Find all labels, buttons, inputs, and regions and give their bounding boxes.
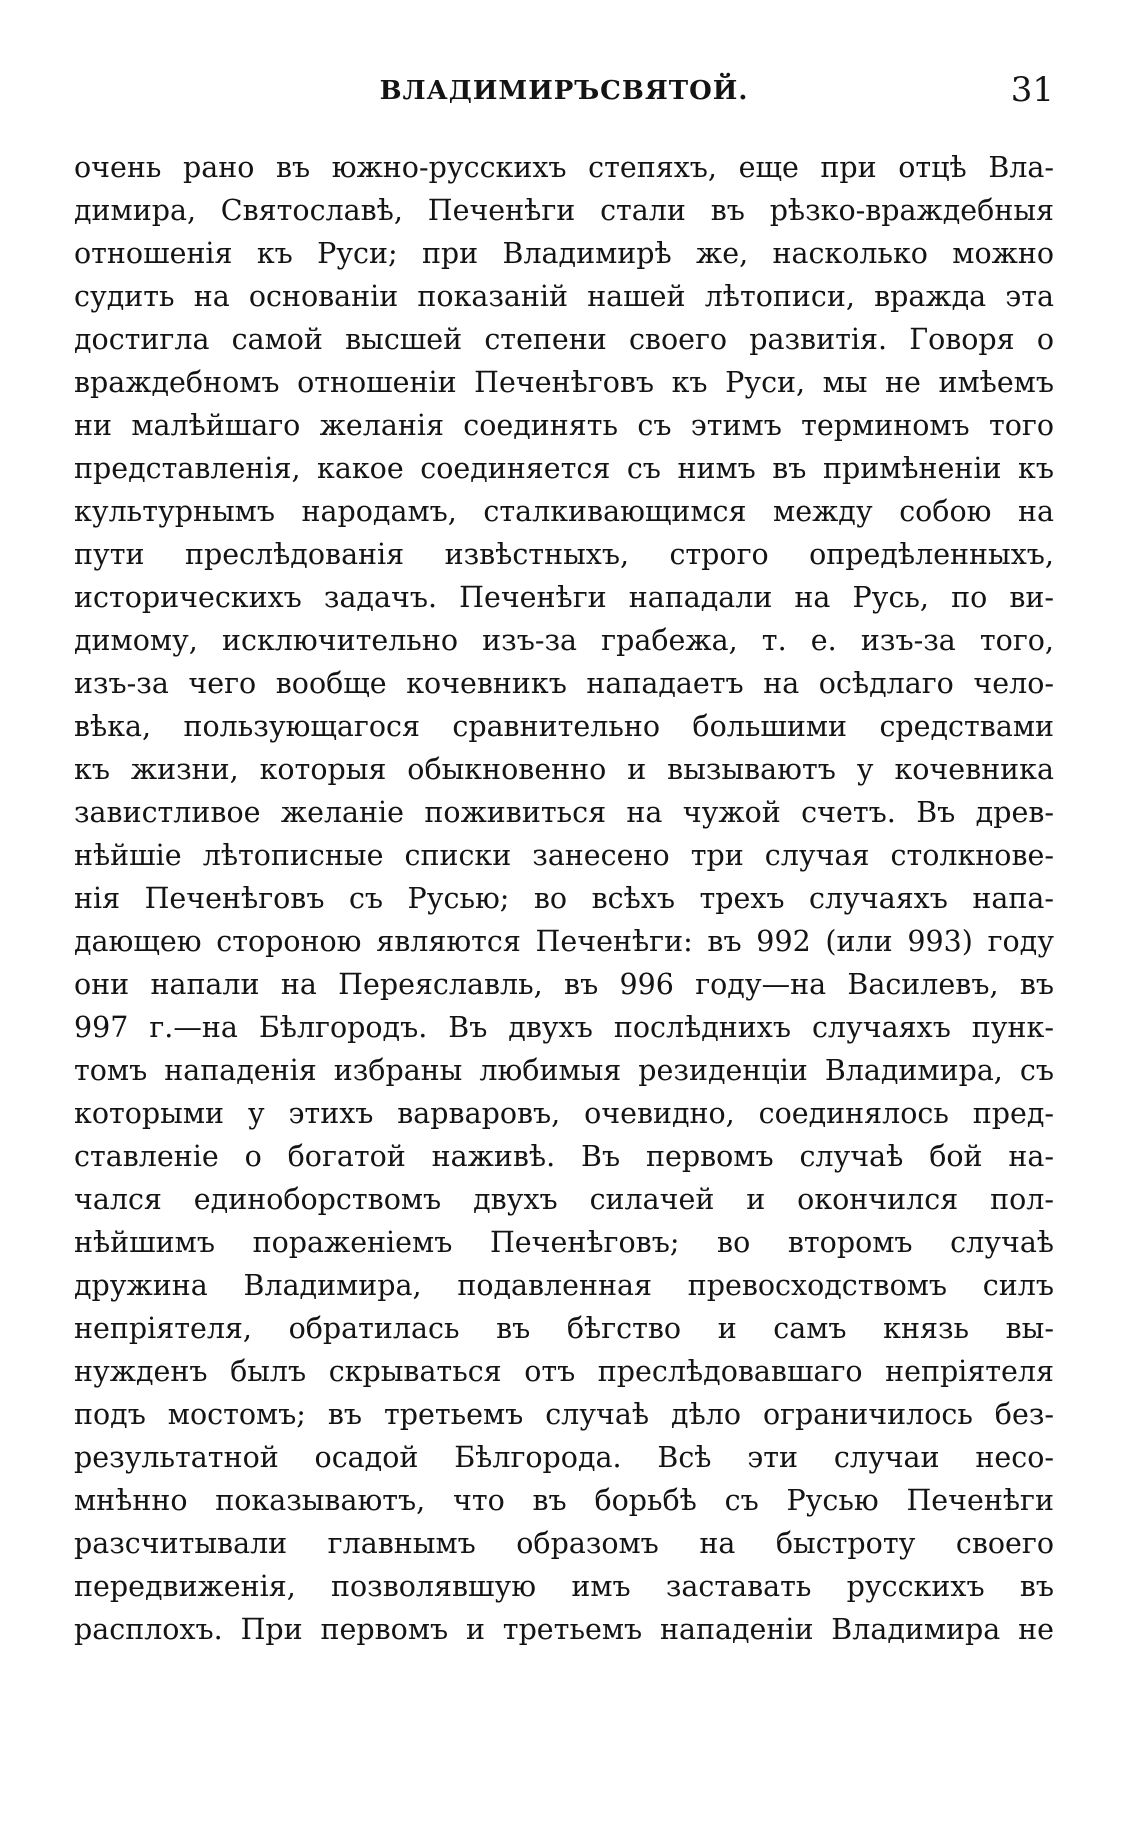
text-line: историческихъ задачъ. Печенѣги нападали на Русь, по ви- xyxy=(74,581,1054,614)
text-line: димира, Святославѣ, Печенѣги стали въ рѣзко-враждебныя xyxy=(74,194,1054,227)
text-line: чался единоборствомъ двухъ силачей и окончился пол- xyxy=(74,1183,1054,1216)
text-line: передвиженія, позволявшую имъ заставать русскихъ въ xyxy=(74,1570,1054,1603)
text-line: расплохъ. При первомъ и третьемъ нападеніи Владимира не xyxy=(74,1613,1054,1646)
text-line: очень рано въ южно-русскихъ степяхъ, еще при отцѣ Вла- xyxy=(74,151,1054,184)
text-line: ставленіе о богатой наживѣ. Въ первомъ случаѣ бой на- xyxy=(74,1140,1054,1173)
text-line: они напали на Переяславль, въ 996 году—на Василевъ, въ xyxy=(74,968,1054,1001)
text-line: димому, исключительно изъ-за грабежа, т. е. изъ-за того, xyxy=(74,624,1054,657)
text-line: которыми у этихъ варваровъ, очевидно, соединялось пред- xyxy=(74,1097,1054,1130)
text-line: дружина Владимира, подавленная превосходствомъ силъ xyxy=(74,1269,1054,1302)
body-text xyxy=(74,146,1054,1651)
text-line: завистливое желаніе поживиться на чужой счетъ. Въ древ- xyxy=(74,796,1054,829)
text-line: нѣйшимъ пораженіемъ Печенѣговъ; во второмъ случаѣ xyxy=(74,1226,1054,1259)
text-line: мнѣнно показываютъ, что въ борьбѣ съ Русью Печенѣги xyxy=(74,1484,1054,1517)
page-number: 31 xyxy=(1010,70,1054,110)
text-line: нія Печенѣговъ съ Русью; во всѣхъ трехъ случаяхъ напа- xyxy=(74,882,1054,915)
text-line: томъ нападенія избраны любимыя резиденціи Владимира, съ xyxy=(74,1054,1054,1087)
text-line: нѣйшіе лѣтописные списки занесено три случая столкнове- xyxy=(74,839,1054,872)
text-line: культурнымъ народамъ, сталкивающимся между собою на xyxy=(74,495,1054,528)
text-line: достигла самой высшей степени своего развитія. Говоря о xyxy=(74,323,1054,356)
page-header xyxy=(74,70,1054,120)
text-line: 997 г.—на Бѣлгородъ. Въ двухъ послѣднихъ случаяхъ пунк- xyxy=(74,1011,1054,1044)
text-line: дающею стороною являются Печенѣги: въ 992 (или 993) году xyxy=(74,925,1054,958)
running-title: ВЛАДИМИРЪСВЯТОЙ. xyxy=(379,76,749,106)
text-line: вѣка, пользующагося сравнительно большими средствами xyxy=(74,710,1054,743)
text-line: результатной осадой Бѣлгорода. Всѣ эти случаи несо- xyxy=(74,1441,1054,1474)
text-line: разсчитывали главнымъ образомъ на быстроту своего xyxy=(74,1527,1054,1560)
text-line: пути преслѣдованія извѣстныхъ, строго опредѣленныхъ, xyxy=(74,538,1054,571)
text-line: подъ мостомъ; въ третьемъ случаѣ дѣло ограничилось без- xyxy=(74,1398,1054,1431)
text-line: враждебномъ отношеніи Печенѣговъ къ Руси, мы не имѣемъ xyxy=(74,366,1054,399)
text-line: нужденъ былъ скрываться отъ преслѣдовавшаго непріятеля xyxy=(74,1355,1054,1388)
text-line: ни малѣйшаго желанія соединять съ этимъ терминомъ того xyxy=(74,409,1054,442)
text-line: изъ-за чего вообще кочевникъ нападаетъ на осѣдлаго чело- xyxy=(74,667,1054,700)
text-line: отношенія къ Руси; при Владимирѣ же, насколько можно xyxy=(74,237,1054,270)
text-line: непріятеля, обратилась въ бѣгство и самъ князь вы- xyxy=(74,1312,1054,1345)
text-line: представленія, какое соединяется съ нимъ въ примѣненіи къ xyxy=(74,452,1054,485)
text-line: къ жизни, которыя обыкновенно и вызываютъ у кочевника xyxy=(74,753,1054,786)
text-line: судить на основаніи показаній нашей лѣтописи, вражда эта xyxy=(74,280,1054,313)
